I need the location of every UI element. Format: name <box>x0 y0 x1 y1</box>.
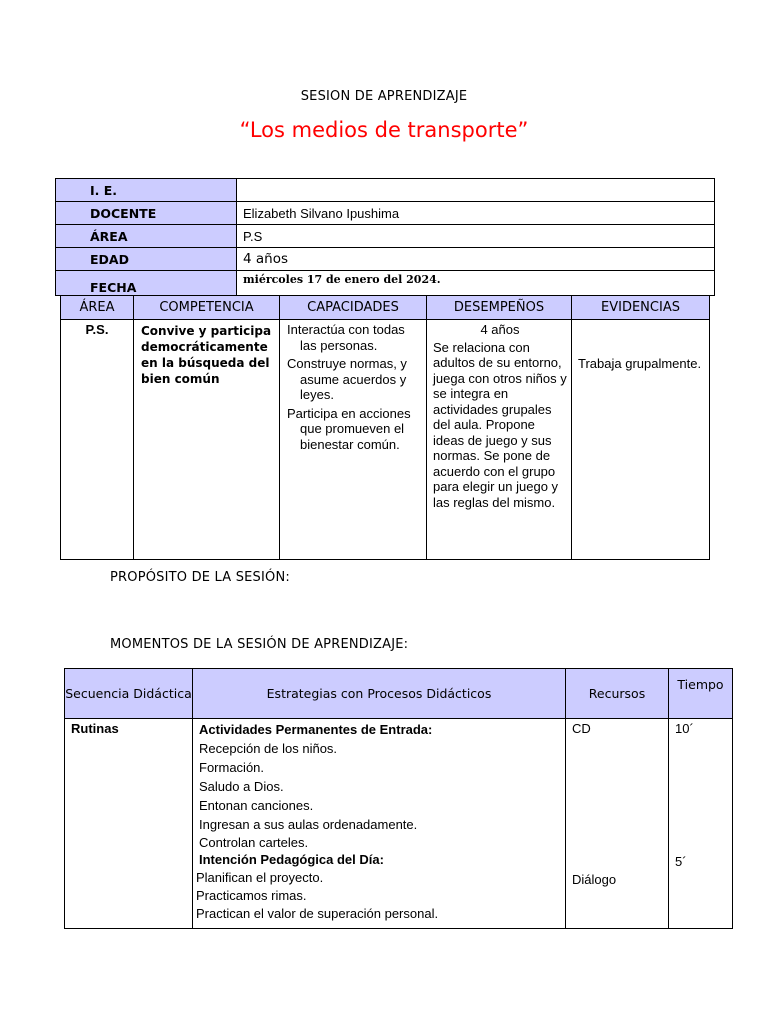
session-heading: SESION DE APRENDIZAJE <box>300 89 468 104</box>
entrada-item: Formación. <box>199 760 265 775</box>
capacidad-item: Construye normas, y asume acuerdos y leyes. <box>287 356 407 402</box>
info-value: Elizabeth Silvano Ipushima <box>237 202 715 225</box>
momentos-heading: MOMENTOS DE LA SESIÓN DE APRENDIZAJE: <box>110 637 409 652</box>
proposito-heading: PROPÓSITO DE LA SESIÓN: <box>110 570 290 585</box>
info-label: ÁREA <box>56 225 237 248</box>
intencion-title: Intención Pedagógica del Día: <box>199 852 384 867</box>
info-label: I. E. <box>56 179 237 202</box>
entrada-item: Recepción de los niños. <box>199 741 338 756</box>
info-row-docente <box>56 202 715 225</box>
entrada-title: Actividades Permanentes de Entrada: <box>199 722 433 737</box>
competencia-cell: Convive y participa democráticamente en la búsqueda del bien común <box>134 320 280 560</box>
col-header-tiempo: Tiempo <box>669 669 733 719</box>
secuencia-label: Rutinas <box>71 721 119 736</box>
tiempo-item: 10´ <box>675 721 694 736</box>
info-row-edad <box>56 248 715 271</box>
info-value <box>237 179 715 202</box>
col-header-evidencias: EVIDENCIAS <box>572 296 710 320</box>
col-header-secuencia: Secuencia Didáctica <box>65 669 193 719</box>
col-header-competencia: COMPETENCIA <box>134 296 280 320</box>
col-header-recursos: Recursos <box>566 669 669 719</box>
recurso-item: CD <box>572 721 591 736</box>
competencias-row <box>61 320 710 560</box>
info-row-fecha <box>56 271 715 296</box>
capacidad-item: Interactúa con todas las personas. <box>287 322 405 353</box>
info-row-area <box>56 225 715 248</box>
info-value: 4 años <box>237 248 715 271</box>
entrada-item: Entonan canciones. <box>199 798 314 813</box>
intencion-item: Practicamos rimas. <box>196 888 307 903</box>
tiempo-cell <box>669 719 733 929</box>
estrategias-cell <box>193 719 566 929</box>
intencion-item: Practican el valor de superación personal. <box>196 906 439 921</box>
capacidades-cell <box>280 320 427 560</box>
desempenos-edad: 4 años <box>480 322 520 337</box>
momentos-row <box>65 719 733 929</box>
session-title: “Los medios de transporte” <box>239 118 529 142</box>
competencias-header-row <box>61 296 710 320</box>
entrada-item: Saludo a Dios. <box>199 779 284 794</box>
info-label: DOCENTE <box>56 202 237 225</box>
entrada-item: Ingresan a sus aulas ordenadamente. <box>199 817 418 832</box>
info-label: EDAD <box>56 248 237 271</box>
entrada-item: Controlan carteles. <box>199 835 309 850</box>
desempenos-text: Se relaciona con adultos de su entorno, juega con otros niños y se integra en actividades grupales del aula. Propone ideas de juego y sus normas. Se pone de acuerdo con el grupo para elegir un juego y las reglas del mismo. <box>433 339 567 510</box>
info-row-ie <box>56 179 715 202</box>
intencion-item: Planifican el proyecto. <box>196 870 324 885</box>
info-value: miércoles 17 de enero del 2024. <box>237 271 715 296</box>
info-label: FECHA <box>56 271 237 296</box>
col-header-capacidades: CAPACIDADES <box>280 296 427 320</box>
momentos-table <box>64 668 733 929</box>
col-header-estrategias: Estrategias con Procesos Didácticos <box>193 669 566 719</box>
momentos-header-row <box>65 669 733 719</box>
competencias-table <box>60 295 710 560</box>
col-header-desempenos: DESEMPEÑOS <box>427 296 572 320</box>
area-cell: P.S. <box>61 320 134 560</box>
evidencias-cell: Trabaja grupalmente. <box>572 320 710 560</box>
capacidad-item: Participa en acciones que promueven el bienestar común. <box>287 405 411 452</box>
desempenos-cell <box>427 320 572 560</box>
recurso-item: Diálogo <box>572 872 617 887</box>
tiempo-item: 5´ <box>675 854 687 869</box>
secuencia-cell <box>65 719 193 929</box>
recursos-cell <box>566 719 669 929</box>
info-value: P.S <box>237 225 715 248</box>
col-header-area: ÁREA <box>61 296 134 320</box>
info-table <box>55 178 715 296</box>
